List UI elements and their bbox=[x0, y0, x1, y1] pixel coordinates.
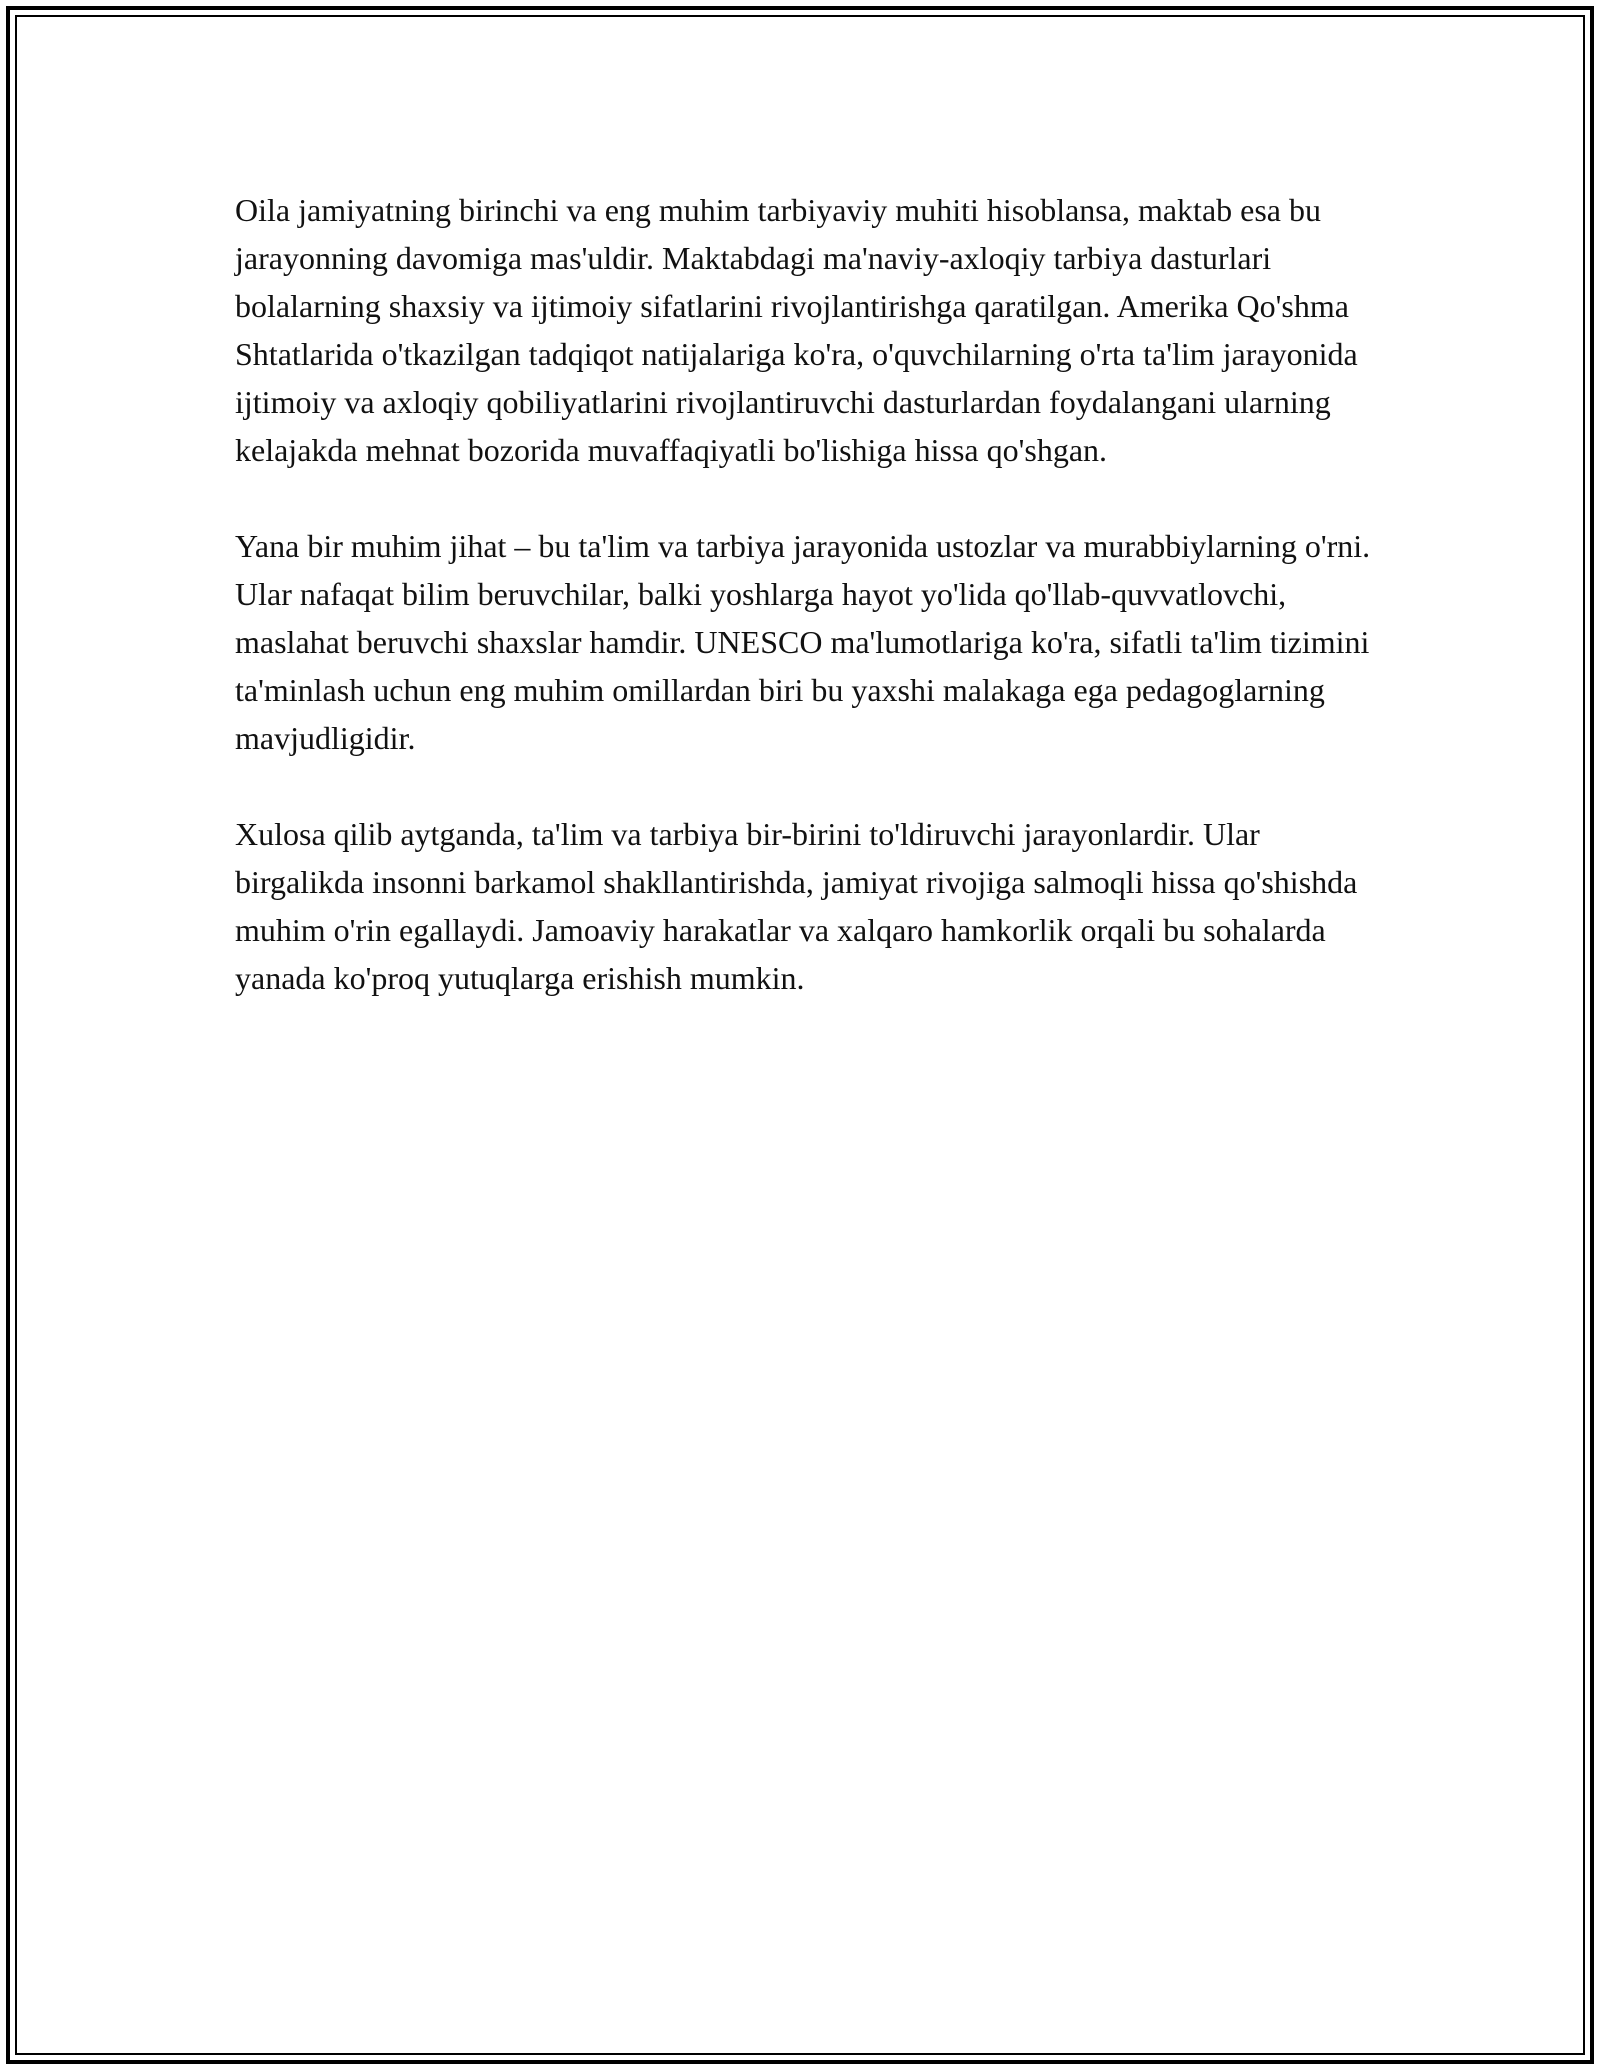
document-body bbox=[235, 186, 1395, 1050]
paragraph-3: Xulosa qilib aytganda, ta'lim va tarbiya bir-birini to'ldiruvchi jarayonlardir. Ular birgalikda insonni barkamol shakllantirishda, jamiyat rivojiga salmoqli hissa qo'shishda muhim o'rin egallaydi. Jamoaviy harakatlar va xalqaro hamkorlik orqali bu sohalarda yanada ko'proq yutuqlarga erishish mumkin. bbox=[235, 816, 1358, 996]
paragraph-2: Yana bir muhim jihat – bu ta'lim va tarbiya jarayonida ustozlar va murabbiylarning o'rni. Ular nafaqat bilim beruvchilar, balki yoshlarga hayot yo'lida qo'llab-quvvatlovchi, maslahat beruvchi shaxslar hamdir. UNESCO ma'lumotlariga ko'ra, sifatli ta'lim tizimini ta'minlash uchun eng muhim omillardan biri bu yaxshi malakaga ega pedagoglarning mavjudligidir. bbox=[235, 528, 1371, 756]
paragraph-1: Oila jamiyatning birinchi va eng muhim tarbiyaviy muhiti hisoblansa, maktab esa bu jarayonning davomiga mas'uldir. Maktabdagi ma'naviy-axloqiy tarbiya dasturlari bolalarning shaxsiy va ijtimoiy sifatlarini rivojlantirishga qaratilgan. Amerika Qo'shma Shtatlarida o'tkazilgan tadqiqot natijalariga ko'ra, o'quvchilarning o'rta ta'lim jarayonida ijtimoiy va axloqiy qobiliyatlarini rivojlantiruvchi dasturlardan foydalangani ularning kelajakda mehnat bozorida muvaffaqiyatli bo'lishiga hissa qo'shgan. bbox=[235, 192, 1358, 468]
